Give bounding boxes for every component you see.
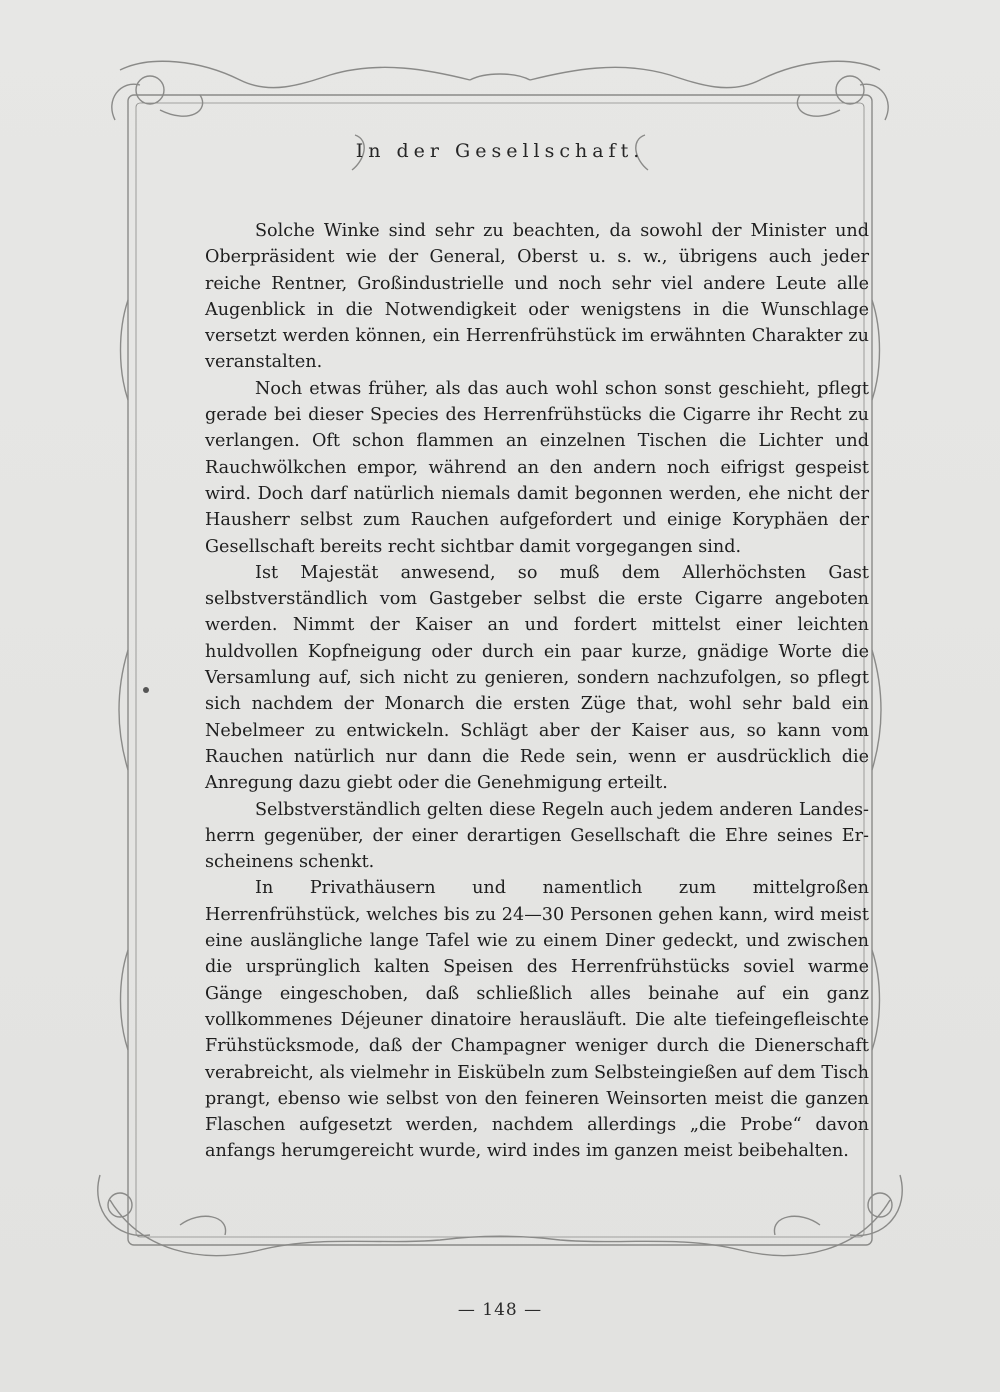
paragraph: Solche Winke sind sehr zu beachten, da sowohl der Minister und Oberpräsident wie der General, Oberst u. s. w., übrigens auch jeder reiche Rentner, Großindustrielle und noch sehr viel andere Leute alle Augenblick in die Notwendigkeit oder wenigstens in die Wunschlage versetzt werden können, ein Herrenfrühstück im erwähnten Charakter zu veranstalten. [205, 221, 869, 373]
paragraph: Selbstverständlich gelten diese Regeln auch jedem anderen Landesherrn gegenüber, der einer derartigen Gesellschaft die Ehre seines Erscheinens schenkt. [205, 799, 869, 873]
paragraph: Ist Majestät anwesend, so muß dem Allerhöchsten Gast selbstverständlich vom Gastgeber selbst die erste Cigarre angeboten werden. Nimmt der Kaiser an und fordert mittelst einer leichten huldvollen Kopfneigung oder durch ein paar kurze, gnädige Worte die Versamlung auf, sich nicht zu genieren, sondern nachzufolgen, so pflegt sich nachdem der Monarch die ersten Züge that, wohl sehr bald ein Nebelmeer zu entwickeln. Schlägt aber der Kaiser aus, so kann vom Rauchen natürlich nur dann die Rede sein, wenn er ausdrücklich die Anregung dazu giebt oder die Genehmigung erteilt. [205, 562, 869, 794]
paragraph: In Privathäusern und namentlich zum mittelgroßen Herrenfrühstück, welches bis zu 24—30 Personen gehen kann, wird meist eine auslängliche lange Tafel wie zu einem Diner gedeckt, und zwischen die ursprünglich kalten Speisen des Herrenfrühstücks soviel warme Gänge eingeschoben, daß schließlich alles beinahe auf ein ganz vollkommenes Déjeuner dinatoire herausläuft. Die alte tiefeingefleischte Frühstücksmode, daß der Champagner weniger durch die Dienerschaft verabreicht, als vielmehr in Eiskübeln zum Selbsteingießen auf dem Tisch prangt, ebenso wie selbst von den feineren Weinsorten meist die ganzen Flaschen aufgesetzt werden, nachdem allerdings „die Probe“ davon anfangs herumgereicht wurde, wird indes im ganzen meist beibehalten. [205, 878, 869, 1162]
paragraph: Noch etwas früher, als das auch wohl schon sonst geschieht, pflegt gerade bei dieser Species des Herrenfrühstücks die Cigarre ihr Recht zu verlangen. Oft schon flammen an einzelnen Tischen die Lichter und Rauchwölkchen empor, während an den andern noch eifrigst gespeist wird. Doch darf natürlich niemals damit begonnen werden, ehe nicht der Hausherr selbst zum Rauchen aufgefordert und einige Koryphäen der Gesellschaft bereits recht sichtbar damit vorgegangen sind. [205, 378, 869, 557]
running-header: In der Gesellschaft. [355, 140, 645, 162]
page-number: — 148 — [457, 1300, 543, 1320]
body-text [205, 218, 869, 1165]
